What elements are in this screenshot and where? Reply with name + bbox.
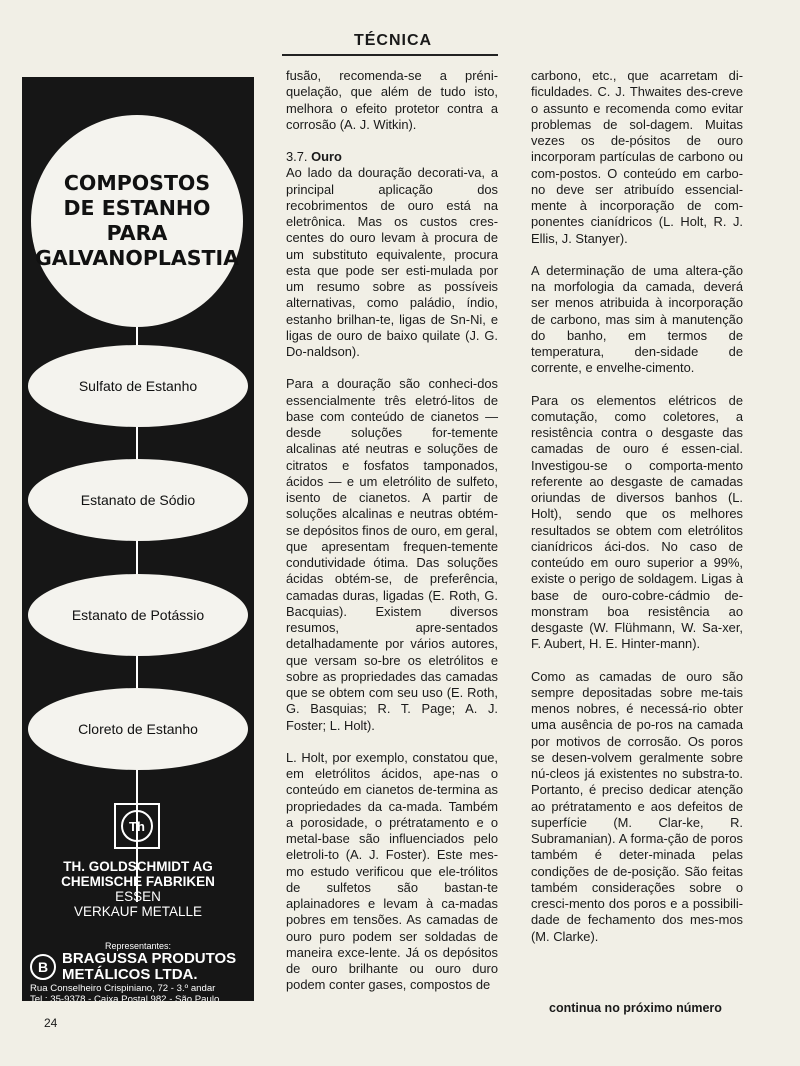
ad-title-line: GALVANOPLASTIA [34, 246, 240, 270]
text-column-1 [286, 68, 498, 1010]
paragraph: L. Holt, por exemplo, constatou que, em eletrólitos ácidos, ape-nas o conteúdo em cianetos de-termina as propriedades da ca-mada. Também a porosidade, o prétratamento e o metal-base são influenciados pelo eletroli-to (A. J. Foster). Este mes-mo estudo verificou que ele-trólitos de sulfetos são bastan-te aplainadores e levam à ca-madas pobres em tensões. As camadas de ouro puro podem ser soldadas de maneira exce-lente. Já os depósitos de ouro brilhante ou ouro duro podem conter gases, compostos de [286, 749, 498, 993]
company-line: VERKAUF METALLE [73, 904, 203, 919]
section-heading [286, 149, 498, 165]
section-header: TÉCNICA [353, 32, 433, 49]
product-label: Estanato de Sódio [80, 492, 196, 508]
bragussa-brand [30, 951, 254, 983]
paragraph: Como as camadas de ouro são sempre depositadas sobre me-tais menos nobres, é necessá-rio obter uma ausência de po-ros na camada por motivos de corrosão. Os poros se desen-volvem geralmente sobre nú-cleos já existentes no substra-to. Portanto, é preciso dedicar atenção ao prétratamento e aos defeitos de superfície (M. Clar-ke, R. Subramanian). A forma-ção de poros também é deter-minada pelas condições de de-posição. São feitas também considerações sobre o cresci-mento dos poros e a possibili-dade de fechamento dos mes-mos (M. Clarke). [531, 668, 743, 944]
product-oval [28, 574, 248, 656]
product-oval [28, 459, 248, 541]
product-label: Sulfato de Estanho [78, 378, 198, 394]
paragraph: A determinação de uma altera-ção na morfologia da camada, deverá ser menos atribuida à incorporação de carbono, mas sim à manutenção do banho, em termos de temperatura, den-sidade de corrente, e envelhe-cimento. [531, 262, 743, 376]
company-line: CHEMISCHE FABRIKEN [61, 874, 215, 889]
bragussa-logo-icon: B [30, 954, 56, 980]
paragraph: Para a douração são conheci-dos essencialmente três eletró-litos de base com conteúdo de cianetos — desde soluções for-temente alcalinas até neutras e soluções de citratos e fosfatos tamponados, ácidos — e um eletrólito de sulfeto, isento de cianetos. A partir de soluções alcalinas e neutras obtém-se depósitos finos de ouro, em geral, que apresentam frequen-temente condutividade ótima. Das soluções ácidas obtém-se, de preferência, camadas duras, ligadas (E. Roth, G. Bacquias). Existem diversos resumos, apre-sentados detalhadamente por vários autores, que versam so-bre os eletrólitos e sobre as propriedades das camadas que se obtem com seu uso (E. Roth, G. Basquias; R. T. Page; A. J. Foster; L. Holt). [286, 376, 498, 733]
address-line: Rua Conselheiro Crispiniano, 72 - 3.º andar [30, 983, 216, 994]
paragraph: fusão, recomenda-se a préni-quelação, que além de tudo isto, melhora o efeito protetor contra a corrosão (A. J. Witkin). [286, 68, 498, 132]
continued-note: continua no próximo número [549, 1001, 722, 1015]
logo-mark: Th [121, 810, 153, 842]
ad-title-line: DE ESTANHO [63, 196, 211, 220]
representatives-label: Representantes: [104, 941, 172, 951]
goldschmidt-logo-icon [114, 803, 160, 849]
rep-name-line: BRAGUSSA PRODUTOS [62, 950, 237, 967]
address-line: Tel.: 35-9378 - Caixa Postal 982 - São Paulo [30, 994, 220, 1001]
text-column-2 [531, 68, 743, 961]
section-title: Ouro [311, 149, 342, 164]
product-label: Estanato de Potássio [71, 607, 205, 623]
advertisement [22, 77, 254, 1001]
ad-title-circle [31, 115, 243, 327]
paragraph: Ao lado da douração decorati-va, a principal aplicação dos recobrimentos de ouro está na eletrônica. Mas os custos cres-centes do ouro levam à procura de um substituto equivalente, procura esta que pode ser esti-mulada por um resumo sobre as possíveis alternativas, como paládio, índio, estanho brilhan-te, ligas de Sn-Ni, e ligas de ouro de baixo quilate (J. G. Do-naldson). [286, 165, 498, 359]
section-number: 3.7. [286, 149, 308, 164]
company-line: TH. GOLDSCHMIDT AG [63, 859, 213, 874]
paragraph: Para os elementos elétricos de comutação, como coletores, a resistência contra o desgaste das camadas de ouro é essen-cial. Investigou-se o comporta-mento referente ao desgaste de camadas oriundas de diversos banhos (L. Holt), sendo que os melhores resultados se obtem com eletrólitos cianídricos áci-dos. No caso de conteúdo em ouro superior a 99%, existe o perigo de soldagem. Ligas à base de ouro-cobre-cádmio de-monstram boa resistência ao desgaste (W. Flühmann, W. Sa-xer, F. Aubert, H. E. Hinter-mann). [531, 392, 743, 652]
product-oval [28, 345, 248, 427]
product-oval [28, 688, 248, 770]
ad-title-line: COMPOSTOS [63, 171, 211, 195]
ad-title-line: PARA [106, 221, 168, 245]
product-label: Cloreto de Estanho [78, 721, 198, 737]
rep-name-line: METÁLICOS LTDA. [62, 966, 198, 983]
company-line: ESSEN [115, 889, 161, 904]
page-number: 24 [44, 1016, 58, 1030]
paragraph: carbono, etc., que acarretam di-ficuldades. C. J. Thwaites des-creve o assunto e recomenda como evitar problemas de sol-dagem. Muitas vezes os de-pósitos de ouro incorporam partículas de carbono ou com-postos. O conteúdo em carbo-no deve ser atribuído essencial-mente à incorporação de com-ponentes cianídricos (L. Holt, R. J. Ellis, J. Stanyer). [531, 68, 743, 246]
header-rule [282, 54, 498, 56]
